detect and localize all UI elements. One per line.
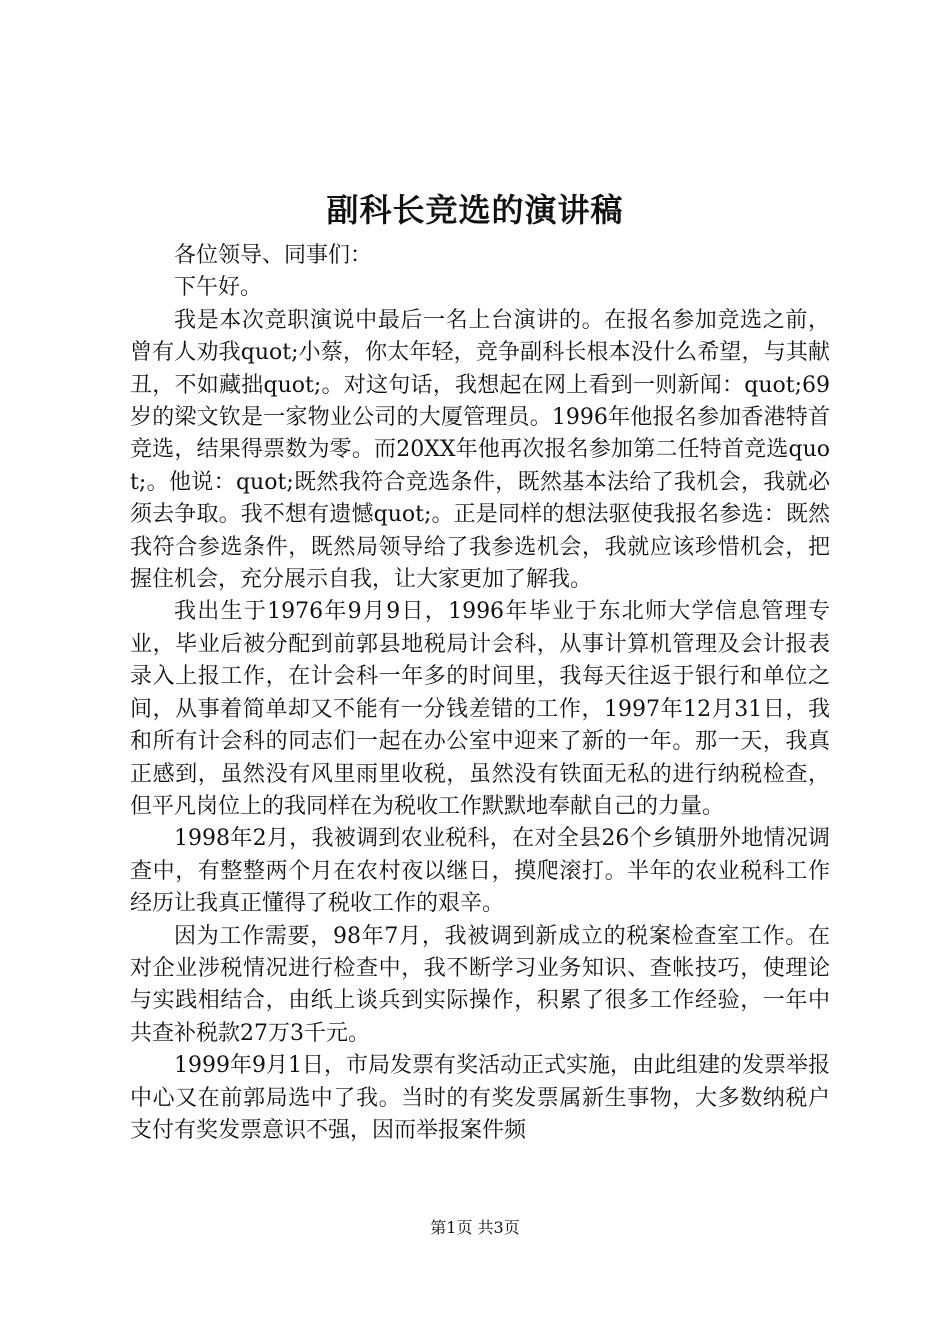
document-body bbox=[130, 240, 830, 1147]
paragraph-agri-tax: 1998年2月，我被调到农业税科，在对全县26个乡镇册外地情况调查中，有整整两个月在农村夜以继日，摸爬滚打。半年的农业税科工作经历让我真正懂得了税收工作的艰辛。 bbox=[130, 826, 830, 917]
paragraph-background: 我出生于1976年9月9日，1996年毕业于东北师大学信息管理专业，毕业后被分配到前郭县地税局计会科，从事计算机管理及会计报表录入上报工作，在计会科一年多的时间里，我每天往返于银行和单位之间，从事着简单却又不能有一分钱差错的工作，1997年12月31日，我和所有计会科的同志们一起在办公室中迎来了新的一年。那一天，我真正感到，虽然没有风里雨里收税，虽然没有铁面无私的进行纳税检查，但平凡岗位上的我同样在为税收工作默默地奉献自己的力量。 bbox=[130, 599, 830, 819]
document-title: 副科长竞选的演讲稿 bbox=[326, 191, 624, 229]
paragraph-intro: 我是本次竞职演说中最后一名上台演讲的。在报名参加竞选之前，曾有人劝我quot;小蔡，你太年轻，竞争副科长根本没什么希望，与其献丑，不如藏拙quot;。对这句话，我想起在网上看到一则新闻：quot;69岁的梁文钦是一家物业公司的大厦管理员。1996年他报名参加香港特首竞选，结果得票数为零。而20XX年他再次报名参加第二任特首竞选quot;。他说：quot;既然我符合竞选条件，既然基本法给了我机会，我就必须去争取。我不想有遗憾quot;。正是同样的想法驱使我报名参选：既然我符合参选条件，既然局领导给了我参选机会，我就应该珍惜机会，把握住机会，充分展示自我，让大家更加了解我。 bbox=[130, 307, 830, 593]
paragraph-invoice: 1999年9月1日，市局发票有奖活动正式实施，由此组建的发票举报中心又在前郭局选中了我。当时的有奖发票属新生事物，大多数纳税户支付有奖发票意识不强，因而举报案件频 bbox=[130, 1053, 830, 1143]
page-footer: 第1页 共3页 bbox=[430, 1218, 520, 1237]
paragraph-salutation: 下午好。 bbox=[174, 275, 263, 301]
paragraph-inspection: 因为工作需要，98年7月，我被调到新成立的税案检查室工作。在对企业涉税情况进行检查中，我不断学习业务知识、查帐技巧，使理论与实践相结合，由纸上谈兵到实际操作，积累了很多工作经验，一年中共查补税款27万3千元。 bbox=[130, 923, 830, 1046]
paragraph-greeting: 各位领导、同事们： bbox=[174, 243, 373, 268]
